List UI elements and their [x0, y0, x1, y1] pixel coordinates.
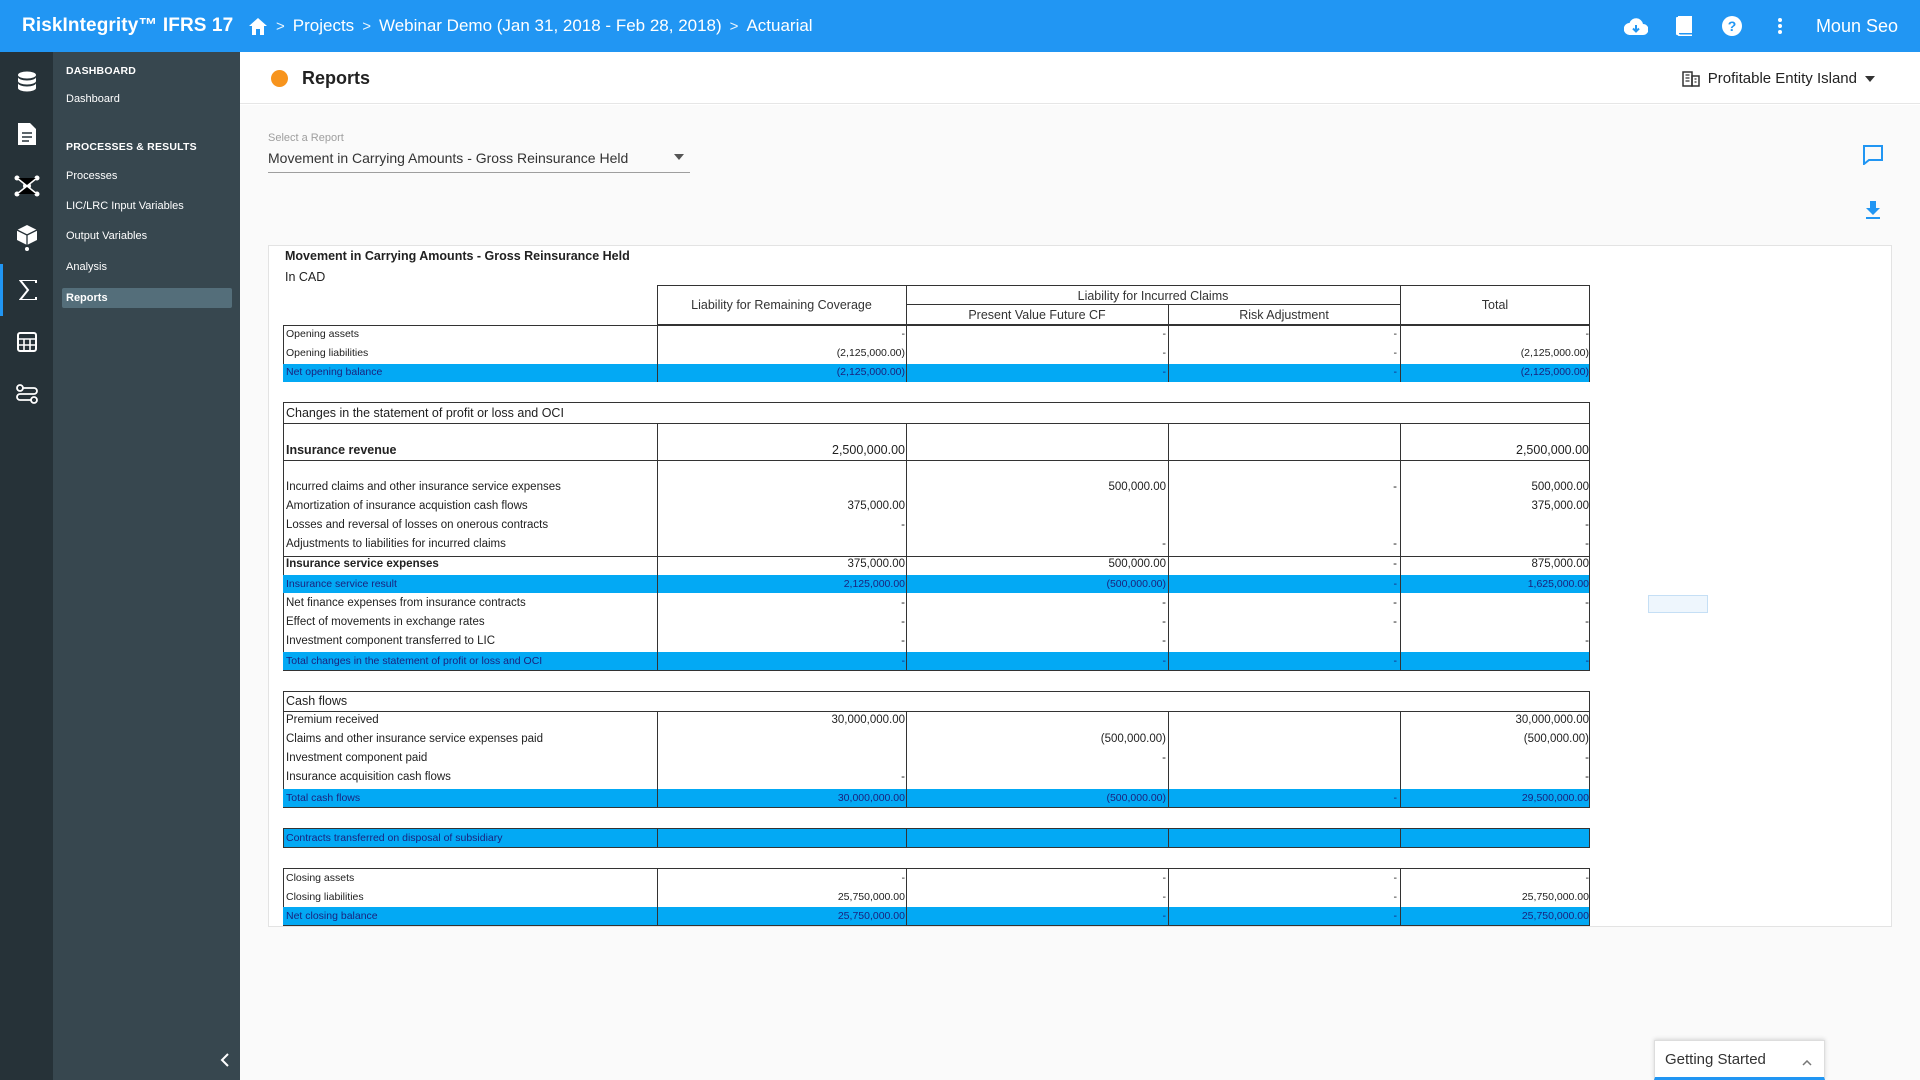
- nav-item-analysis[interactable]: Analysis: [66, 261, 107, 273]
- row-value: 30,000,000.00: [1515, 714, 1589, 726]
- report-select-text: Movement in Carrying Amounts - Gross Reinsurance Held: [268, 150, 629, 166]
- top-bar: [0, 0, 1920, 52]
- entity-selector[interactable]: [1682, 70, 1875, 87]
- row-label: Effect of movements in exchange rates: [286, 616, 485, 628]
- header-ra: Risk Adjustment: [1239, 308, 1329, 322]
- row-value: -: [1393, 538, 1397, 550]
- row-value: -: [1393, 347, 1397, 359]
- row-value: (2,125,000.00): [836, 347, 905, 359]
- row-value: -: [1162, 752, 1166, 764]
- header-pv: Present Value Future CF: [968, 308, 1106, 322]
- calculator-icon[interactable]: [0, 316, 53, 368]
- row-value: 25,750,000.00: [1521, 891, 1589, 903]
- changes-box: [283, 402, 1590, 671]
- divider: [906, 423, 907, 671]
- breadcrumb-actuarial[interactable]: Actuarial: [746, 16, 813, 35]
- row-label: Insurance acquisition cash flows: [286, 771, 451, 783]
- nav-item-reports[interactable]: Reports: [62, 288, 232, 308]
- row-value: -: [1585, 655, 1589, 667]
- row-value: -: [1585, 519, 1589, 531]
- nav-item-output-variables[interactable]: Output Variables: [66, 230, 148, 242]
- row-value: 875,000.00: [1531, 558, 1589, 570]
- divider: [283, 556, 1590, 557]
- row-value: 2,500,000.00: [1516, 443, 1589, 457]
- nav-item-dashboard[interactable]: Dashboard: [66, 93, 120, 105]
- row-label: Amortization of insurance acquistion cash flows: [286, 500, 528, 512]
- row-label: Opening assets: [286, 328, 359, 340]
- row-value: 375,000.00: [847, 558, 905, 570]
- divider: [906, 828, 907, 848]
- database-icon[interactable]: [0, 56, 53, 108]
- row-label: Contracts transferred on disposal of subsidiary: [286, 832, 503, 844]
- divider: [1168, 711, 1169, 808]
- row-label: Net opening balance: [286, 366, 383, 378]
- svg-text:?: ?: [1727, 18, 1737, 34]
- nav-panel: [53, 52, 240, 1080]
- divider: [283, 460, 1590, 461]
- row-value: -: [1393, 328, 1397, 340]
- icon-rail: [0, 52, 53, 1080]
- row-value: -: [1585, 538, 1589, 550]
- row-value: -: [1585, 771, 1589, 783]
- row-value: -: [901, 519, 905, 531]
- row-value: -: [1162, 366, 1166, 378]
- book-icon[interactable]: [1672, 14, 1696, 38]
- row-value: -: [1585, 616, 1589, 628]
- divider: [283, 711, 1590, 712]
- nav-section-processes: PROCESSES & RESULTS: [66, 141, 197, 153]
- row-label: Net closing balance: [286, 910, 378, 922]
- caret-down-icon: [674, 154, 684, 160]
- row-value: -: [901, 655, 905, 667]
- chevron-right-icon: >: [729, 17, 739, 35]
- row-value: -: [1585, 635, 1589, 647]
- divider: [906, 325, 907, 382]
- header-lrc: Liability for Remaining Coverage: [691, 298, 872, 312]
- breadcrumb-project[interactable]: Webinar Demo (Jan 31, 2018 - Feb 28, 2018): [378, 16, 722, 35]
- row-value: -: [1393, 655, 1397, 667]
- row-value: -: [1585, 872, 1589, 884]
- row-label: Premium received: [286, 714, 379, 726]
- row-value: -: [1162, 872, 1166, 884]
- row-value: (2,125,000.00): [1520, 366, 1589, 378]
- sigma-icon[interactable]: [0, 264, 53, 316]
- row-label: Insurance revenue: [286, 443, 397, 457]
- app-title[interactable]: RiskIntegrity™ IFRS 17: [22, 15, 234, 36]
- row-value: (2,125,000.00): [1520, 347, 1589, 359]
- row-value: -: [901, 616, 905, 628]
- divider: [657, 828, 658, 848]
- chevron-right-icon: >: [276, 17, 285, 35]
- section-title: Changes in the statement of profit or loss and OCI: [286, 406, 564, 420]
- row-value: -: [1393, 597, 1397, 609]
- row-value: (2,125,000.00): [836, 366, 905, 378]
- row-value: 375,000.00: [847, 500, 905, 512]
- row-value: 25,750,000.00: [837, 891, 905, 903]
- row-value: -: [1585, 597, 1589, 609]
- report-currency: In CAD: [285, 270, 326, 284]
- row-value: -: [901, 635, 905, 647]
- divider: [1168, 868, 1169, 926]
- row-value: -: [901, 771, 905, 783]
- chevron-up-icon[interactable]: [1802, 1053, 1812, 1070]
- cloud-download-icon[interactable]: [1624, 14, 1648, 38]
- page-header: [240, 52, 1920, 104]
- row-value: -: [1162, 328, 1166, 340]
- row-value: -: [1393, 616, 1397, 628]
- row-value: 500,000.00: [1108, 558, 1166, 570]
- row-value: -: [901, 872, 905, 884]
- header-total: Total: [1481, 298, 1509, 312]
- row-value: -: [1393, 891, 1397, 903]
- divider: [906, 868, 907, 926]
- divider: [283, 423, 1590, 424]
- document-icon[interactable]: [0, 108, 53, 160]
- status-dot: [271, 70, 288, 87]
- workflow-icon[interactable]: [0, 368, 53, 420]
- row-value: 2,125,000.00: [843, 578, 905, 590]
- header-lic: Liability for Incurred Claims: [1077, 289, 1229, 303]
- getting-started-label: Getting Started: [1665, 1050, 1766, 1068]
- divider: [657, 423, 658, 671]
- row-value: -: [1393, 792, 1397, 804]
- row-value: -: [1162, 616, 1166, 628]
- more-vert-icon[interactable]: [1768, 14, 1792, 38]
- breadcrumb-projects[interactable]: Projects: [292, 16, 355, 35]
- row-label: Closing assets: [286, 872, 355, 884]
- report-select-label: Select a Report: [268, 132, 344, 144]
- row-label: Adjustments to liabilities for incurred claims: [286, 538, 506, 550]
- chevron-left-icon[interactable]: [215, 1050, 235, 1070]
- row-label: Net finance expenses from insurance contracts: [286, 597, 526, 609]
- row-value: -: [1162, 597, 1166, 609]
- user-name[interactable]: Moun Seo: [1815, 15, 1898, 36]
- divider: [1168, 423, 1169, 671]
- row-value: (500,000.00): [1106, 578, 1166, 590]
- row-value: -: [1393, 366, 1397, 378]
- row-value: 29,500,000.00: [1521, 792, 1589, 804]
- selected-cell[interactable]: [1648, 595, 1708, 613]
- row-value: 25,750,000.00: [1521, 910, 1589, 922]
- row-value: (500,000.00): [1100, 733, 1166, 745]
- row-value: -: [1162, 891, 1166, 903]
- row-value: -: [1162, 538, 1166, 550]
- building-icon: [1682, 71, 1700, 87]
- row-value: -: [1393, 872, 1397, 884]
- row-value: 30,000,000.00: [837, 792, 905, 804]
- row-label: Closing liabilities: [286, 891, 364, 903]
- package-icon[interactable]: [0, 212, 53, 264]
- row-value: 500,000.00: [1531, 481, 1589, 493]
- divider: [1168, 325, 1169, 382]
- row-value: -: [901, 597, 905, 609]
- comment-icon[interactable]: [1860, 142, 1886, 168]
- row-value: 1,625,000.00: [1527, 578, 1589, 590]
- row-value: -: [1162, 655, 1166, 667]
- row-value: -: [1393, 558, 1397, 570]
- row-label: Opening liabilities: [286, 347, 369, 359]
- row-value: -: [901, 328, 905, 340]
- row-label: Insurance service result: [286, 578, 397, 590]
- row-value: 375,000.00: [1531, 500, 1589, 512]
- row-value: -: [1393, 481, 1397, 493]
- row-label: Investment component paid: [286, 752, 428, 764]
- help-icon[interactable]: [1720, 14, 1744, 38]
- row-label: Insurance service expenses: [286, 558, 439, 570]
- row-value: -: [1162, 635, 1166, 647]
- breadcrumb: [248, 16, 813, 36]
- row-value: -: [1162, 910, 1166, 922]
- nav-section-dashboard: DASHBOARD: [66, 65, 137, 77]
- row-value: (500,000.00): [1106, 792, 1166, 804]
- report-select-value[interactable]: [268, 150, 690, 173]
- row-label: Claims and other insurance service expenses paid: [286, 733, 543, 745]
- row-label: Total cash flows: [286, 792, 361, 804]
- row-value: -: [1393, 910, 1397, 922]
- nav-item-lic-lrc[interactable]: LIC/LRC Input Variables: [66, 200, 184, 212]
- row-label: Investment component transferred to LIC: [286, 635, 496, 647]
- divider: [657, 711, 658, 808]
- entity-name: Profitable Entity Island: [1707, 70, 1857, 87]
- home-icon[interactable]: [248, 16, 268, 36]
- row-value: 2,500,000.00: [832, 443, 905, 457]
- row-value: 500,000.00: [1108, 481, 1166, 493]
- row-value: -: [1162, 347, 1166, 359]
- row-value: -: [1585, 752, 1589, 764]
- chevron-right-icon: >: [362, 17, 371, 35]
- report-select[interactable]: [268, 132, 690, 173]
- row-value: -: [1585, 328, 1589, 340]
- download-icon[interactable]: [1860, 197, 1886, 223]
- caret-down-icon: [1865, 76, 1875, 82]
- nav-item-processes[interactable]: Processes: [66, 170, 118, 182]
- divider: [1400, 325, 1401, 382]
- getting-started-panel[interactable]: [1654, 1040, 1825, 1080]
- row-value: 25,750,000.00: [837, 910, 905, 922]
- page-title: Reports: [302, 68, 371, 88]
- row-value: -: [1393, 578, 1397, 590]
- row-label: Losses and reversal of losses on onerous contracts: [286, 519, 549, 531]
- divider: [906, 304, 1400, 305]
- row-value: 30,000,000.00: [831, 714, 905, 726]
- divider: [657, 325, 658, 382]
- divider: [1168, 828, 1169, 848]
- divider: [906, 711, 907, 808]
- section-title: Cash flows: [286, 694, 348, 708]
- row-label: Incurred claims and other insurance service expenses: [286, 481, 561, 493]
- row-value: (500,000.00): [1523, 733, 1589, 745]
- network-icon[interactable]: [0, 160, 53, 212]
- divider: [1400, 828, 1401, 848]
- report-title: Movement in Carrying Amounts - Gross Reinsurance Held: [285, 249, 630, 263]
- row-label: Total changes in the statement of profit or loss and OCI: [286, 655, 543, 667]
- divider: [657, 868, 658, 926]
